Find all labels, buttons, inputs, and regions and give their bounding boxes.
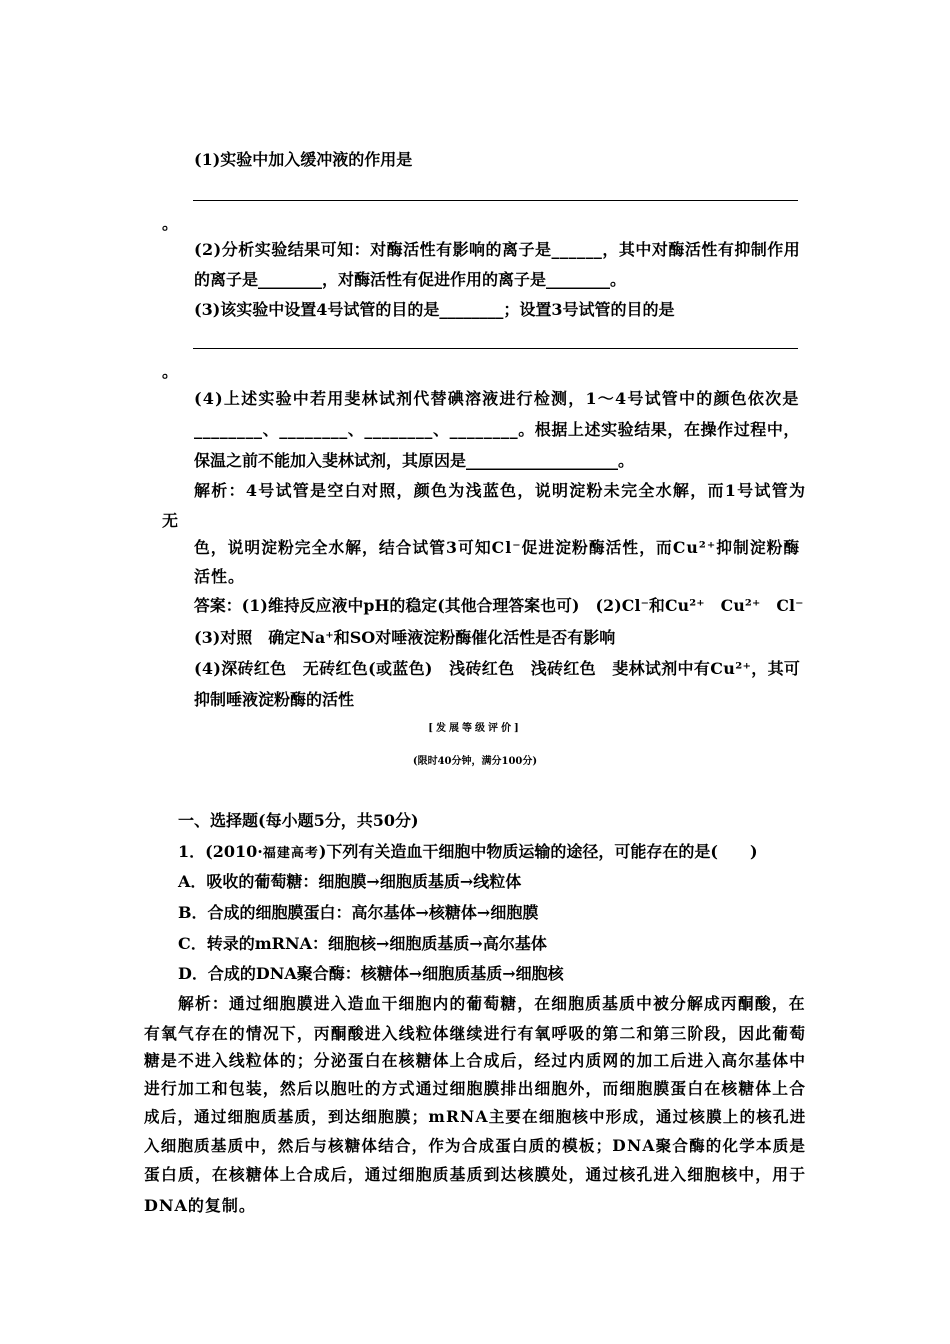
part-heading: 一、选择题(每小题5分，共50分) — [178, 811, 419, 830]
question-number: 1．(2010· — [178, 842, 263, 861]
question-2-line-2: 的离子是________，对酶活性有促进作用的离子是________。 — [194, 270, 627, 289]
question-2-line-1: (2)分析实验结果可知：对酶活性有影响的离子是______，其中对酶活性有抑制作用 — [194, 240, 801, 259]
analysis-2-line-5: 成后，通过细胞质基质，到达细胞膜；mRNA主要在细胞核中形成，通过核膜上的核孔进 — [144, 1107, 807, 1126]
analysis-2-line-6: 入细胞质基质中，然后与核糖体结合，作为合成蛋白质的模板；DNA聚合酶的化学本质是 — [144, 1136, 807, 1155]
question-4-line-3: 保温之前不能加入斐林试剂，其原因是___________________。 — [194, 451, 635, 470]
analysis-2-line-3: 糖是不进入线粒体的；分泌蛋白在核糖体上合成后，经过内质网的加工后进入高尔基体中 — [144, 1051, 807, 1070]
option-a: A．吸收的葡萄糖：细胞膜→细胞质基质→线粒体 — [178, 872, 522, 891]
analysis-1-line-4: 活性。 — [194, 567, 246, 586]
question-1: (1)实验中加入缓冲液的作用是 — [194, 150, 413, 169]
answer-line-1: 答案：(1)维持反应液中pH的稳定(其他合理答案也可) (2)Cl⁻和Cu²⁺ Cu²⁺ Cl⁻ — [194, 596, 804, 615]
analysis-2-line-2: 有氧气存在的情况下，丙酮酸进入线粒体继续进行有氧呼吸的第二和第三阶段，因此葡萄 — [144, 1024, 807, 1043]
option-d: D．合成的DNA聚合酶：核糖体→细胞质基质→细胞核 — [178, 964, 564, 983]
section-subtitle: (限时40分钟，满分100分) — [412, 756, 538, 767]
question-4-line-2: ________、________、________、________。根据上述实验结果，在操作过程中， — [194, 420, 801, 439]
analysis-1-line-1: 解析：4号试管是空白对照，颜色为浅蓝色，说明淀粉未完全水解，而1号试管为 — [194, 481, 807, 500]
option-c: C．转录的mRNA：细胞核→细胞质基质→高尔基体 — [178, 934, 547, 953]
answer-blank-line — [193, 348, 798, 349]
analysis-2-line-1: 解析：通过细胞膜进入造血干细胞内的葡萄糖，在细胞质基质中被分解成丙酮酸，在 — [178, 994, 806, 1013]
question-3: (3)该实验中设置4号试管的目的是________；设置3号试管的目的是 — [194, 300, 675, 319]
period-mark: 。 — [162, 214, 179, 233]
answer-line-3: (4)深砖红色 无砖红色(或蓝色) 浅砖红色 浅砖红色 斐林试剂中有Cu²⁺，其可 — [194, 659, 801, 678]
period-mark: 。 — [162, 362, 179, 381]
analysis-1-line-2: 无 — [162, 511, 180, 530]
option-b: B．合成的细胞膜蛋白：高尔基体→核糖体→细胞膜 — [178, 903, 539, 922]
question-4-line-1: (4)上述实验中若用斐林试剂代替碘溶液进行检测，1～4号试管中的颜色依次是 — [194, 389, 800, 408]
question-text: )下列有关造血干细胞中物质运输的途径，可能存在的是( ) — [318, 842, 758, 861]
section-title: [发展等级评价] — [428, 723, 522, 734]
analysis-2-line-4: 进行加工和包装，然后以胞吐的方式通过细胞膜排出细胞外，而细胞膜蛋白在核糖体上合 — [144, 1079, 807, 1098]
question-stem — [178, 842, 758, 864]
answer-line-2: (3)对照 确定Na⁺和SO对唾液淀粉酶催化活性是否有影响 — [194, 628, 616, 647]
answer-blank-line — [193, 200, 798, 201]
analysis-1-line-3: 色，说明淀粉完全水解，结合试管3可知Cl⁻促进淀粉酶活性，而Cu²⁺抑制淀粉酶 — [194, 538, 801, 557]
question-source: 福建高考 — [262, 846, 319, 861]
analysis-2-line-8: DNA的复制。 — [144, 1196, 256, 1215]
answer-line-4: 抑制唾液淀粉酶的活性 — [194, 690, 355, 709]
analysis-2-line-7: 蛋白质，在核糖体上合成后，通过细胞质基质到达核膜处，通过核孔进入细胞核中，用于 — [144, 1165, 807, 1184]
